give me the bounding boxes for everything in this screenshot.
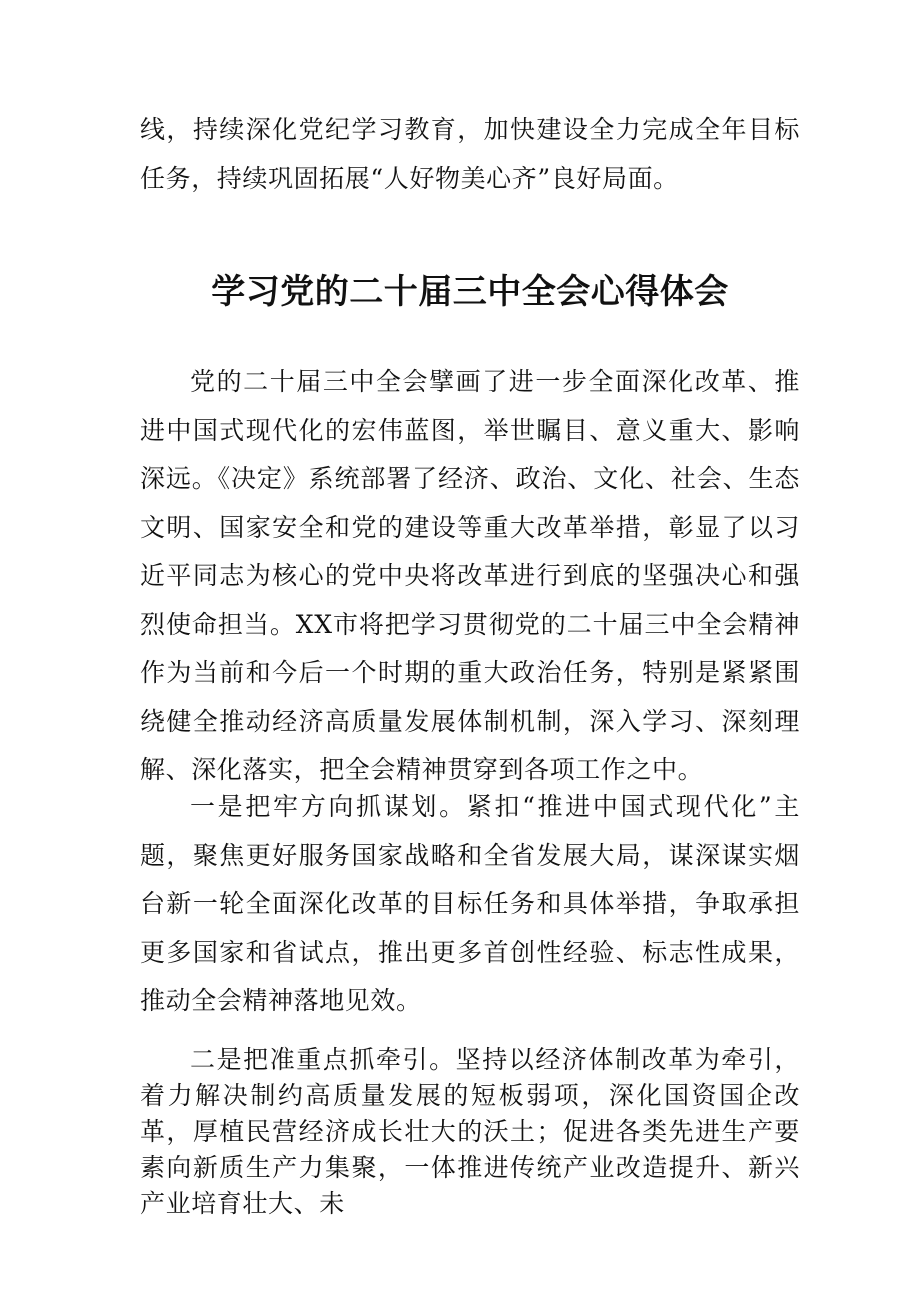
body-paragraph-1: 党的二十届三中全会擘画了进一步全面深化改革、推进中国式现代化的宏伟蓝图，举世瞩目、意义重大、影响深远。《决定》系统部署了经济、政治、文化、社会、生态文明、国家安全和党的建设等重大改革举措，彰显了以习近平同志为核心的党中央将改革进行到底的坚强决心和强烈使命担当。XX市将把学习贯彻党的二十届三中全会精神作为当前和今后一个时期的重大政治任务，特别是紧紧围绕健全推动经济高质量发展体制机制，深入学习、深刻理解、深化落实，把全会精神贯穿到各项工作之中。 xyxy=(140,367,800,784)
document-title: 学习党的二十届三中全会心得体会 xyxy=(211,272,729,312)
body-paragraph-3: 二是把准重点抓牵引。坚持以经济体制改革为牵引，着力解决制约高质量发展的短板弱项，深化国资国企改革，厚植民营经济成长壮大的沃土；促进各类先进生产要素向新质生产力集聚，一体推进传统产业改造提升、新兴产业培育壮大、未 xyxy=(140,1045,800,1218)
body-paragraph-2: 一是把牢方向抓谋划。紧扣“推进中国式现代化”主题，聚焦更好服务国家战略和全省发展大局，谋深谋实烟台新一轮全面深化改革的目标任务和具体举措，争取承担更多国家和省试点，推出更多首创性经验、标志性成果，推动全会精神落地见效。 xyxy=(140,792,800,1015)
intro-paragraph: 线，持续深化党纪学习教育，加快建设全力完成全年目标任务，持续巩固拓展“人好物美心齐”良好局面。 xyxy=(140,115,800,193)
